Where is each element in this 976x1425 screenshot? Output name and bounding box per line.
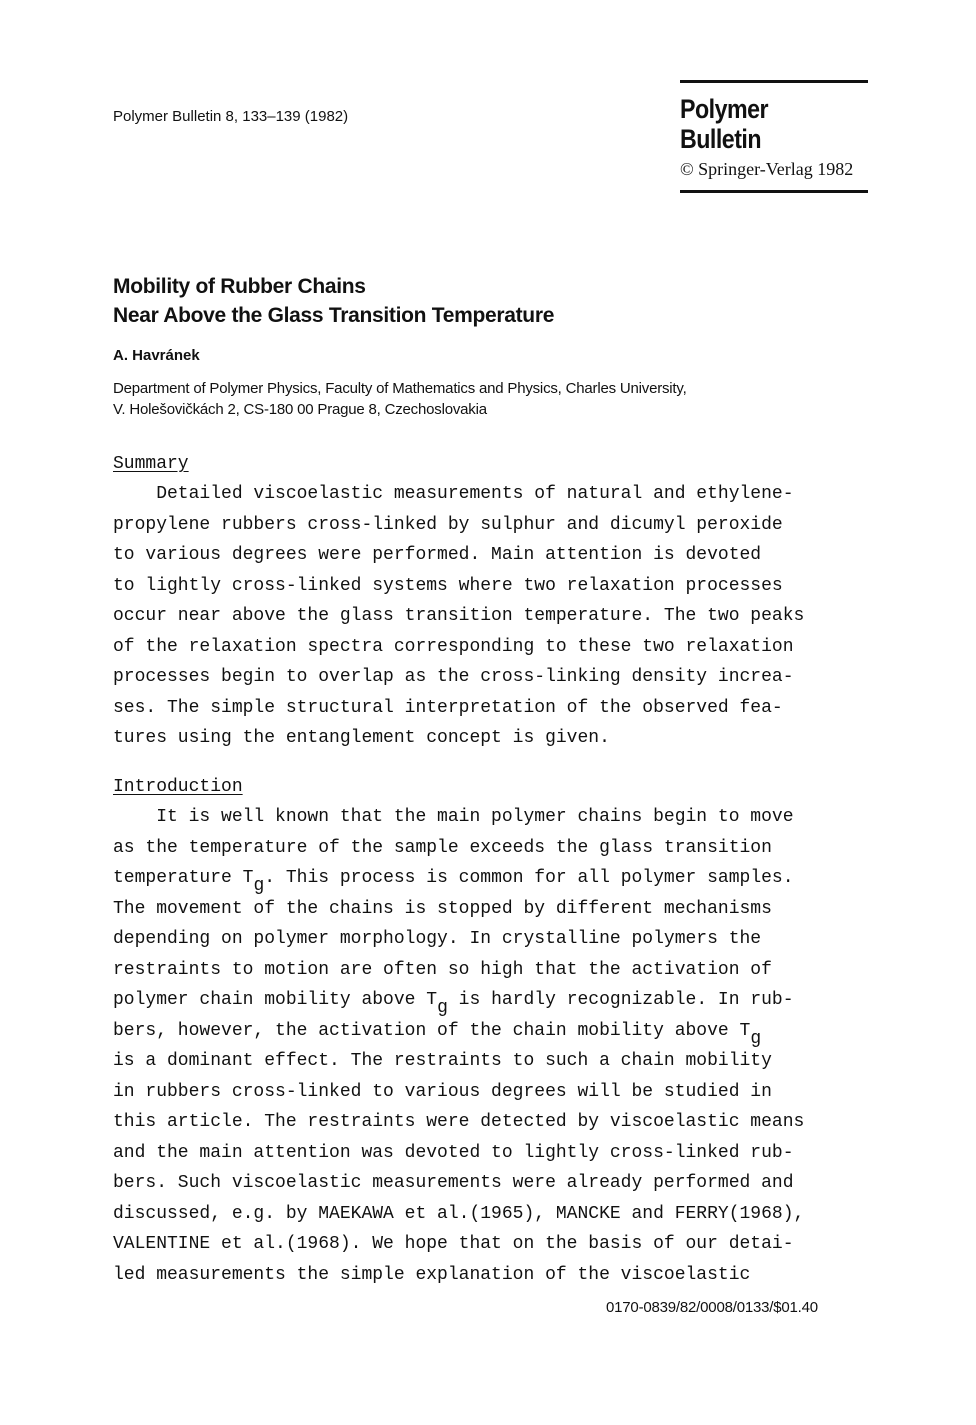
- tg-subscript: g: [253, 876, 265, 896]
- bottom-rule: [680, 190, 868, 193]
- introduction-line: is a dominant effect. The restraints to such a chain mobility: [113, 1051, 772, 1071]
- introduction-line: VALENTINE et al.(1968). We hope that on the basis of our detai-: [113, 1234, 794, 1254]
- introduction-section: [113, 772, 913, 1290]
- introduction-line: The movement of the chains is stopped by different mechanisms: [113, 898, 772, 919]
- introduction-line: as the temperature of the sample exceeds the glass transition: [113, 837, 772, 858]
- journal-masthead: [680, 80, 868, 193]
- introduction-line: [113, 1016, 913, 1047]
- line-text: . This process is common for all polymer samples.: [264, 868, 794, 888]
- journal-citation: Polymer Bulletin 8, 133–139 (1982): [113, 108, 349, 125]
- summary-line: of the relaxation spectra corresponding to these two relaxation: [113, 636, 794, 657]
- introduction-line: discussed, e.g. by MAEKAWA et al.(1965), MANCKE and FERRY(1968),: [113, 1203, 805, 1224]
- affiliation-line: Department of Polymer Physics, Faculty of Mathematics and Physics, Charles University,: [113, 380, 687, 397]
- summary-line: to various degrees were performed. Main attention is devoted: [113, 545, 762, 565]
- introduction-line: in rubbers cross-linked to various degrees will be studied in: [113, 1081, 772, 1102]
- introduction-line: and the main attention was devoted to lightly cross-linked rub-: [113, 1142, 794, 1163]
- affiliation-line: V. Holešovičkách 2, CS-180 00 Prague 8, Czechoslovakia: [113, 401, 487, 418]
- copyright-notice: © Springer-Verlag 1982: [680, 159, 854, 179]
- summary-line: tures using the entanglement concept is given.: [113, 728, 610, 748]
- line-text: is hardly recognizable. In rub-: [447, 990, 794, 1010]
- introduction-heading: Introduction: [113, 777, 243, 797]
- summary-section: [113, 449, 913, 754]
- introduction-line: this article. The restraints were detected by viscoelastic means: [113, 1112, 805, 1132]
- summary-heading: Summary: [113, 454, 189, 474]
- summary-line: propylene rubbers cross-linked by sulphur and dicumyl peroxide: [113, 514, 783, 535]
- top-rule: [680, 80, 868, 83]
- author-affiliation: [113, 378, 687, 420]
- introduction-line: It is well known that the main polymer chains begin to move: [113, 807, 794, 827]
- introduction-line: [113, 863, 913, 894]
- summary-line: to lightly cross-linked systems where two relaxation processes: [113, 575, 783, 596]
- article-title: [113, 272, 554, 330]
- introduction-line: [113, 985, 913, 1016]
- summary-line: processes begin to overlap as the cross-linking density increa-: [113, 667, 794, 687]
- introduction-line: depending on polymer morphology. In crystalline polymers the: [113, 929, 762, 949]
- introduction-line: led measurements the simple explanation of the viscoelastic: [113, 1264, 751, 1285]
- summary-line: Detailed viscoelastic measurements of natural and ethylene-: [113, 484, 794, 504]
- summary-line: ses. The simple structural interpretation of the observed fea-: [113, 697, 783, 718]
- tg-subscript: g: [750, 1028, 762, 1049]
- title-line: Near Above the Glass Transition Temperature: [113, 304, 555, 327]
- title-line: Mobility of Rubber Chains: [113, 275, 366, 298]
- article-code: 0170-0839/82/0008/0133/$01.40: [606, 1299, 818, 1316]
- summary-line: occur near above the glass transition temperature. The two peaks: [113, 606, 805, 626]
- journal-title: Polymer Bulletin: [680, 94, 769, 154]
- line-text: polymer chain mobility above T: [113, 990, 438, 1010]
- introduction-line: restraints to motion are often so high that the activation of: [113, 959, 772, 980]
- line-text: bers, however, the activation of the chain mobility above T: [113, 1020, 751, 1041]
- tg-subscript: g: [437, 998, 448, 1018]
- line-text: temperature T: [113, 868, 254, 888]
- author-name: A. Havránek: [113, 347, 200, 364]
- introduction-line: bers. Such viscoelastic measurements were already performed and: [113, 1173, 794, 1193]
